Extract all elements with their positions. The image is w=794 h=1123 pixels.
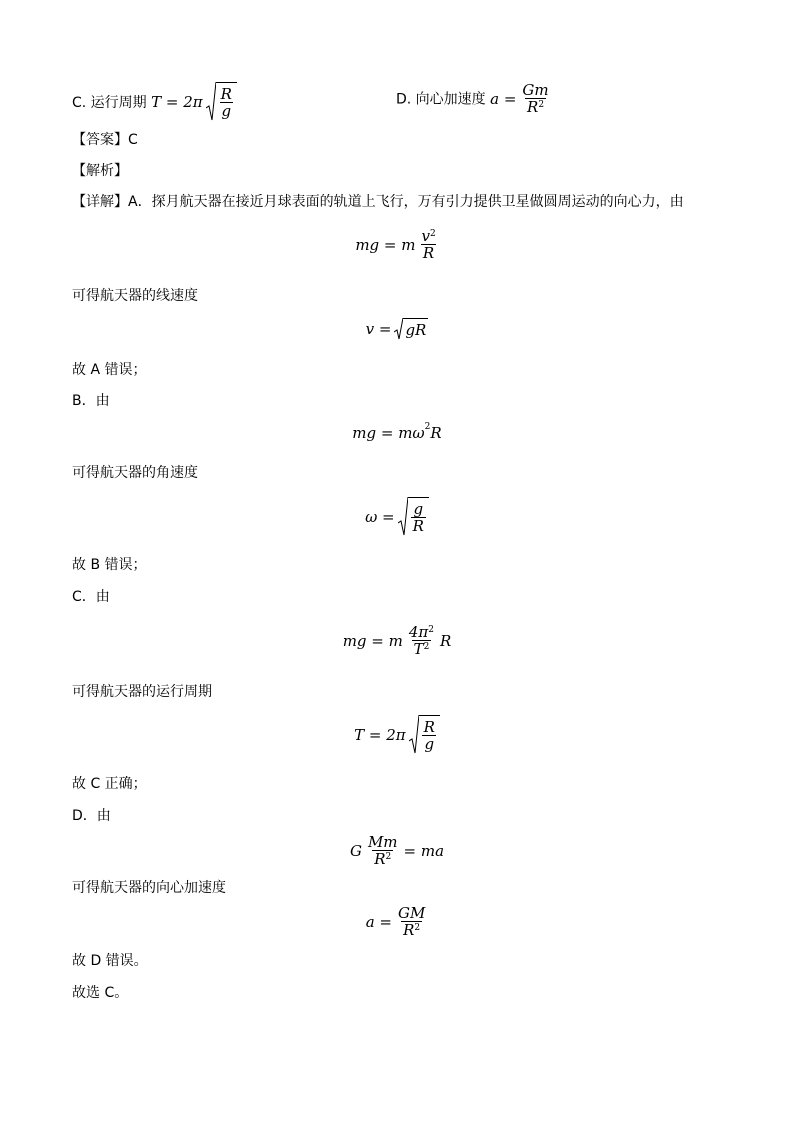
text-b-intro: B．由: [72, 393, 110, 409]
text-d-conclusion: 故 D 错误。: [72, 953, 148, 969]
equation-linear-velocity: v = gR: [365, 320, 427, 339]
option-c-formula: T = 2π $\frac{R}{g}$: [151, 82, 237, 122]
text-c-result: 可得航天器的运行周期: [72, 684, 212, 700]
final-choice: 故选 C。: [72, 985, 129, 1001]
text-b-conclusion: 故 B 错误；: [72, 557, 147, 573]
equation-gravity: G $\frac{Mm}{R^2}$ = ma: [349, 833, 445, 868]
equation-angular: mg = $m\omega^2R$: [352, 422, 442, 442]
detail-intro: 【详解】A．探月航天器在接近月球表面的轨道上飞行，万有引力提供卫星做圆周运动的向心力，由: [72, 194, 684, 210]
answer-tag: 【答案】: [72, 132, 128, 148]
option-d: [396, 82, 552, 115]
text-c-conclusion: 故 C 正确；: [72, 776, 147, 792]
equation-angular-velocity: ω = $\frac{g}{R}$: [0, 497, 794, 537]
equation-period: T = 2π $\frac{R}{g}$: [0, 715, 794, 755]
sqrt-symbol: gR: [394, 318, 428, 340]
equation-acceleration: a = $\frac{GM}{R^2}$: [365, 904, 426, 939]
sqrt-symbol: $\frac{R}{g}$: [409, 715, 440, 755]
text-b-result: 可得航天器的角速度: [72, 465, 198, 481]
text-a-conclusion: 故 A 错误；: [72, 362, 147, 378]
equation-period-force: mg = m $\frac{4\pi^2}{T^2}$ R: [342, 623, 452, 658]
option-d-formula: a = $\frac{Gm}{R^2}$: [490, 81, 549, 116]
answer-value: C: [128, 132, 138, 148]
option-c: [72, 82, 237, 122]
option-c-label: C. 运行周期: [72, 95, 147, 111]
answer-line: [72, 130, 138, 150]
sqrt-symbol: $\frac{g}{R}$: [398, 497, 429, 537]
text-d-intro: D．由: [72, 808, 111, 824]
equation-centripetal-velocity: mg = m $\frac{v^2}{R}$: [355, 227, 436, 262]
text-c-intro: C．由: [72, 589, 110, 605]
analysis-tag: 【解析】: [72, 163, 128, 179]
text-a-result: 可得航天器的线速度: [72, 288, 198, 304]
option-d-label: D. 向心加速度: [396, 91, 486, 108]
text-d-result: 可得航天器的向心加速度: [72, 880, 226, 896]
sqrt-symbol: $\frac{R}{g}$: [206, 82, 237, 122]
